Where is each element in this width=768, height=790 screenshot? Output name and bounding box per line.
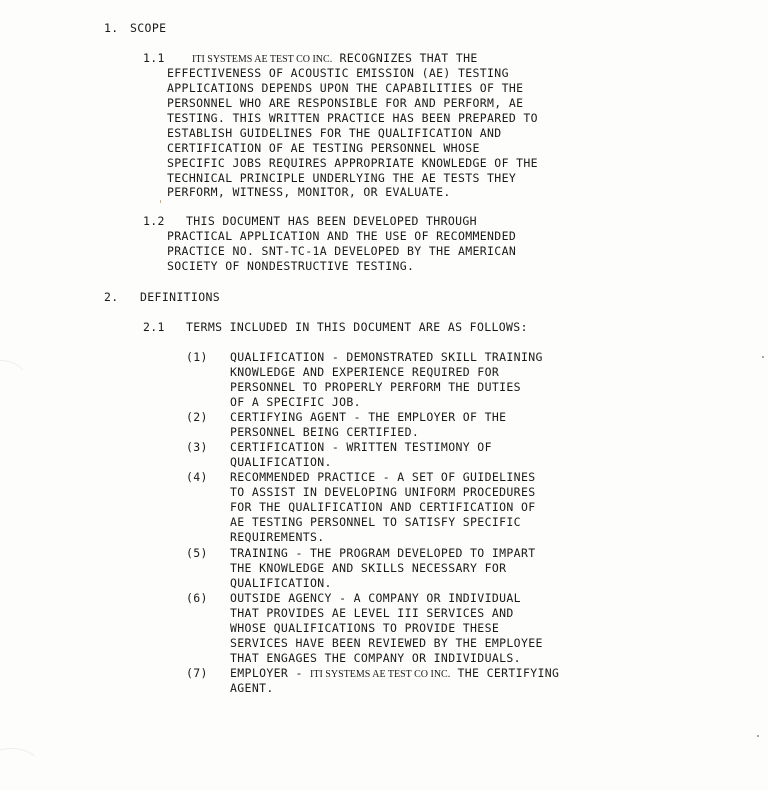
definition-line: PERSONNEL TO PROPERLY PERFORM THE DUTIES — [230, 380, 521, 394]
paragraph-1-1-line: ESTABLISH GUIDELINES FOR THE QUALIFICATION AND — [167, 126, 502, 140]
paragraph-1-2-line: SOCIETY OF NONDESTRUCTIVE TESTING. — [167, 259, 415, 273]
section-1-title: SCOPE — [130, 21, 167, 35]
paragraph-1-2-line: PRACTICE NO. SNT-TC-1A DEVELOPED BY THE AMERICAN — [167, 244, 517, 258]
definition-line: CERTIFICATION - WRITTEN TESTIMONY OF — [230, 440, 492, 454]
company-name: ITI SYSTEMS AE TEST CO INC. — [310, 669, 451, 680]
definition-number: (7) — [186, 666, 208, 680]
paragraph-1-1-first-line — [192, 51, 478, 67]
definition-number: (5) — [186, 546, 208, 560]
definition-number: (4) — [186, 470, 208, 484]
definition-line: THAT PROVIDES AE LEVEL III SERVICES AND — [230, 606, 514, 620]
definition-line: QUALIFICATION. — [230, 455, 332, 469]
company-name: ITI SYSTEMS AE TEST CO INC. — [192, 54, 333, 65]
scan-speck — [757, 735, 759, 737]
definition-line: THAT ENGAGES THE COMPANY OR INDIVIDUALS. — [230, 651, 521, 665]
definition-number: (1) — [186, 350, 208, 364]
definition-line: FOR THE QUALIFICATION AND CERTIFICATION OF — [230, 500, 536, 514]
paragraph-1-1-number: 1.1 — [143, 51, 165, 65]
definition-line: KNOWLEDGE AND EXPERIENCE REQUIRED FOR — [230, 365, 500, 379]
paragraph-1-2-line: PRACTICAL APPLICATION AND THE USE OF RECOMMENDED — [167, 229, 517, 243]
definition-line: OF A SPECIFIC JOB. — [230, 395, 361, 409]
definition-number: (3) — [186, 440, 208, 454]
paragraph-2-1-number: 2.1 — [143, 320, 165, 334]
definition-line: QUALIFICATION - DEMONSTRATED SKILL TRAINING — [230, 350, 543, 364]
definition-term: EMPLOYER - — [230, 666, 311, 680]
definition-line: RECOMMENDED PRACTICE - A SET OF GUIDELINES — [230, 470, 536, 484]
section-1-number: 1. — [104, 21, 119, 35]
scan-artifact — [0, 748, 42, 790]
definition-line: PERSONNEL BEING CERTIFIED. — [230, 425, 420, 439]
paragraph-1-1-line: EFFECTIVENESS OF ACOUSTIC EMISSION (AE) TESTING — [167, 66, 509, 80]
definition-line: REQUIREMENTS. — [230, 530, 325, 544]
definition-line: AE TESTING PERSONNEL TO SATISFY SPECIFIC — [230, 515, 521, 529]
definition-number: (2) — [186, 410, 208, 424]
definition-first-line — [230, 666, 559, 682]
scan-artifact — [0, 360, 32, 422]
definition-line: THE KNOWLEDGE AND SKILLS NECESSARY FOR — [230, 561, 507, 575]
paragraph-1-1-line: CERTIFICATION OF AE TESTING PERSONNEL WHOSE — [167, 141, 480, 155]
paragraph-1-1-line: APPLICATIONS DEPENDS UPON THE CAPABILITIES OF THE — [167, 81, 524, 95]
definition-line: QUALIFICATION. — [230, 576, 332, 590]
section-2-title: DEFINITIONS — [140, 290, 221, 304]
scan-speck — [762, 356, 764, 358]
paragraph-1-1-line: PERFORM, WITNESS, MONITOR, OR EVALUATE. — [167, 185, 451, 199]
first-line-rest: RECOGNIZES THAT THE — [332, 51, 478, 65]
definition-line: TRAINING - THE PROGRAM DEVELOPED TO IMPART — [230, 546, 536, 560]
definition-number: (6) — [186, 591, 208, 605]
paragraph-2-1-text: TERMS INCLUDED IN THIS DOCUMENT ARE AS FOLLOWS: — [186, 320, 528, 334]
definition-line: SERVICES HAVE BEEN REVIEWED BY THE EMPLOYEE — [230, 636, 543, 650]
definition-line: OUTSIDE AGENCY - A COMPANY OR INDIVIDUAL — [230, 591, 521, 605]
definition-line: CERTIFYING AGENT - THE EMPLOYER OF THE — [230, 410, 507, 424]
paragraph-1-1-line: SPECIFIC JOBS REQUIRES APPROPRIATE KNOWLEDGE OF THE — [167, 156, 538, 170]
section-2-number: 2. — [104, 290, 119, 304]
definition-rest: THE CERTIFYING — [450, 666, 560, 680]
paragraph-1-2-number: 1.2 — [143, 214, 165, 228]
scan-speck — [160, 200, 161, 203]
paragraph-1-1-line: PERSONNEL WHO ARE RESPONSIBLE FOR AND PERFORM, AE — [167, 96, 524, 110]
paragraph-1-1-line: TECHNICAL PRINCIPLE UNDERLYING THE AE TESTS THEY — [167, 171, 517, 185]
definition-line: TO ASSIST IN DEVELOPING UNIFORM PROCEDURES — [230, 485, 536, 499]
paragraph-1-2-first-line: THIS DOCUMENT HAS BEEN DEVELOPED THROUGH — [186, 214, 477, 228]
definition-line: WHOSE QUALIFICATIONS TO PROVIDE THESE — [230, 621, 500, 635]
paragraph-1-1-line: TESTING. THIS WRITTEN PRACTICE HAS BEEN PREPARED TO — [167, 111, 538, 125]
definition-line: AGENT. — [230, 681, 274, 695]
